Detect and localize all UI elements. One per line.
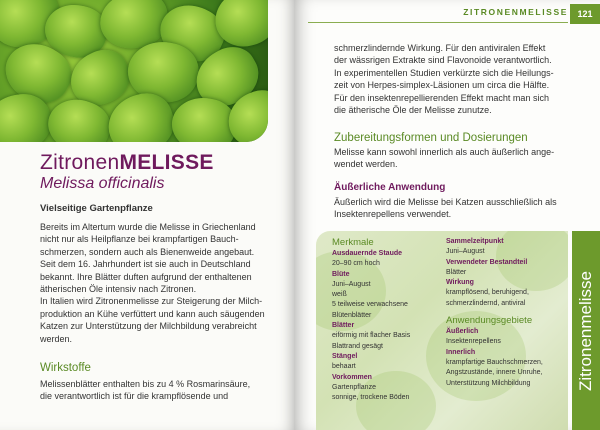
zubereitung-heading: Zubereitungsformen und Dosierungen (334, 132, 528, 144)
latin-name: Melissa officinalis (40, 175, 165, 192)
page-number: 121 (570, 4, 600, 24)
continued-paragraph: schmerzlindernde Wirkung. Für den antiviralen Effekt der wässrigen Extrakte sind Flavonoide verantwortlich. In experimentellen Studien verkürzte sich die Heilungs- zeit von Herpes-simplex-Läsionen um circa die Hälfte. Für den insektenrepellierenden Effekt macht man sich die ätherische Öle der Melisse zunutze. (334, 43, 554, 116)
anwendungsgebiete-heading: Anwendungsgebiete (446, 315, 533, 327)
sammel-column: Sammelzeitpunkt Juni–August Verwendeter Bestandteil Blätter Wirkung krampflösend, beruhigend, schmerzlindernd, antiviral Anwendungsgebiete Äußerlich Insektenrepellens Innerlich krampfartige Bauchschmerzen, Angstzustände, innere Unruhe, Unterstützung Milchbildung (446, 238, 543, 387)
right-page (294, 0, 600, 430)
wirkstoffe-paragraph: Melissenblätter enthalten bis zu 4 % Rosmarinsäure, die verantwortlich ist für die krampflösende und (40, 379, 251, 402)
merkmale-heading: Merkmale (332, 237, 374, 248)
page-title: ZitronenMELISSE (40, 151, 214, 174)
lemon-balm-leaves-photo (0, 0, 268, 142)
left-page (0, 0, 294, 430)
info-box (316, 231, 568, 430)
aeusserlich-heading: Äußerliche Anwendung (334, 182, 446, 193)
sidebar-tab (572, 231, 600, 430)
wirkstoffe-heading: Wirkstoffe (40, 362, 91, 374)
section-subtitle: Vielseitige Gartenpflanze (40, 203, 153, 214)
merkmale-column: Merkmale Ausdauernde Staude 20–90 cm hoch Blüte Juni–August weiß 5 teilweise verwachsene Blütenblätter Blätter eiförmig mit flacher Basis Blattrand gesägt Stängel behaart Vorkommen Gartenpflanze sonnige, trockene Böden (332, 237, 411, 402)
running-header: ZITRONENMELISSE (463, 7, 568, 17)
aeusserlich-paragraph: Äußerlich wird die Melisse bei Katzen ausschließlich als Insektenrepellens verwendet. (334, 197, 557, 220)
intro-paragraph: Bereits im Altertum wurde die Melisse in Griechenland nicht nur als Heilpflanze bei krampfartigen Bauch- schmerzen, sondern auch als Bienenweide angebaut. Seit dem 16. Jahrhundert ist sie auch in Deutschland bekannt. Ihre Blätter duften aufgrund der enthaltenen ätherischen Öle intensiv nach Zitronen. In Italien wird Zitronenmelisse zur Steigerung der Milch- produktion an Kühe verfüttert und kann auch säugenden Katzen zur Unterstützung der Milchbildung verabreicht werden. (40, 222, 265, 344)
zubereitung-paragraph: Melisse kann sowohl innerlich als auch äußerlich ange- wendet werden. (334, 147, 555, 170)
header-rule (308, 22, 568, 23)
sidebar-label: Zitronenmelisse (576, 270, 595, 391)
